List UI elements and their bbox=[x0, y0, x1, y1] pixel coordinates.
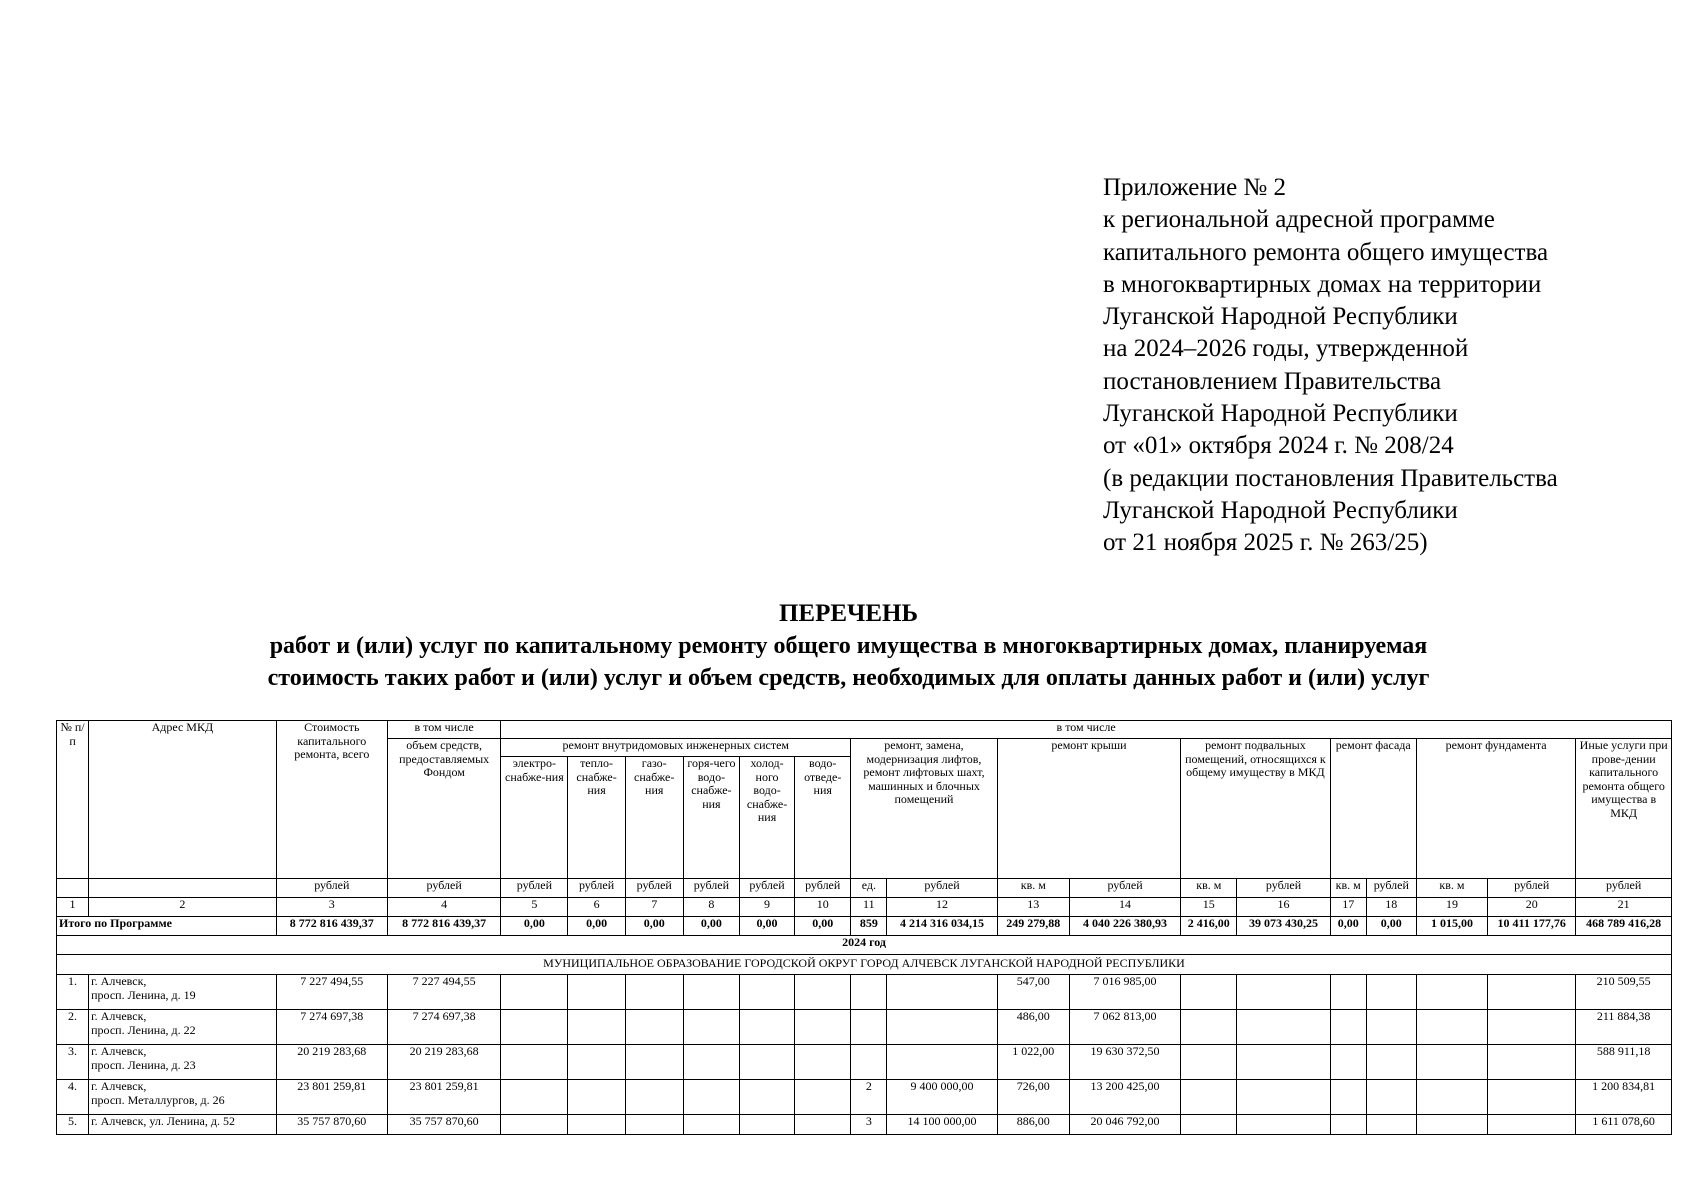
row-number: 4. bbox=[57, 1080, 89, 1115]
col-number: 14 bbox=[1069, 898, 1180, 917]
appendix-line: Луганской Народной Республики bbox=[1103, 496, 1458, 524]
row-cost: 20 219 283,68 bbox=[276, 1045, 387, 1080]
unit-cell: рублей bbox=[795, 879, 851, 898]
empty-cell bbox=[568, 975, 625, 1010]
empty-cell bbox=[683, 1045, 739, 1080]
municipality-label: МУНИЦИПАЛЬНОЕ ОБРАЗОВАНИЕ ГОРОДСКОЙ ОКРУГ ГОРОД АЛЧЕВСК ЛУГАНСКОЙ НАРОДНОЙ РЕСПУБЛИКИ bbox=[57, 955, 1672, 975]
row-address bbox=[89, 1010, 277, 1045]
row-roof-area: 1 022,00 bbox=[997, 1045, 1069, 1080]
unit-cell: кв. м bbox=[1330, 879, 1366, 898]
header-address: Адрес МКД bbox=[89, 721, 277, 879]
empty-cell bbox=[795, 1115, 851, 1135]
empty-cell bbox=[1237, 1045, 1330, 1080]
row-other-cost: 1 611 078,60 bbox=[1576, 1115, 1672, 1135]
row-fund: 7 274 697,38 bbox=[387, 1010, 500, 1045]
empty-cell bbox=[1416, 1115, 1487, 1135]
address-line2: просп. Ленина, д. 22 bbox=[91, 1022, 196, 1037]
row-cost: 23 801 259,81 bbox=[276, 1080, 387, 1115]
row-roof-cost: 7 062 813,00 bbox=[1069, 1010, 1180, 1045]
header-facade: ремонт фасада bbox=[1330, 739, 1416, 879]
row-roof-cost: 7 016 985,00 bbox=[1069, 975, 1180, 1010]
table-body bbox=[57, 975, 1672, 1135]
empty-cell bbox=[1366, 1080, 1416, 1115]
row-lift-cost bbox=[887, 1045, 997, 1080]
col-number: 9 bbox=[739, 898, 794, 917]
col-number: 2 bbox=[89, 898, 277, 917]
row-other-cost: 211 884,38 bbox=[1576, 1010, 1672, 1045]
unit-cell: кв. м bbox=[1181, 879, 1237, 898]
empty-cell bbox=[625, 1010, 683, 1045]
col-number: 17 bbox=[1330, 898, 1366, 917]
appendix-line: от «01» октября 2024 г. № 208/24 bbox=[1103, 432, 1454, 460]
empty-cell bbox=[683, 975, 739, 1010]
total-value: 0,00 bbox=[501, 917, 568, 936]
col-number: 6 bbox=[568, 898, 625, 917]
address-line1: г. Алчевск, bbox=[91, 1009, 147, 1023]
table-row bbox=[57, 1010, 1672, 1045]
total-value: 0,00 bbox=[683, 917, 739, 936]
unit-cell: рублей bbox=[625, 879, 683, 898]
row-roof-cost: 20 046 792,00 bbox=[1069, 1115, 1180, 1135]
header-heat: тепло-снабже-ния bbox=[568, 757, 625, 879]
address-line1: г. Алчевск, ул. Ленина, д. 52 bbox=[91, 1114, 235, 1128]
col-number: 20 bbox=[1488, 898, 1576, 917]
empty-cell bbox=[795, 1080, 851, 1115]
row-fund: 20 219 283,68 bbox=[387, 1045, 500, 1080]
empty-cell bbox=[795, 1045, 851, 1080]
appendix-line: на 2024–2026 годы, утвержденной bbox=[1103, 335, 1469, 363]
empty-cell bbox=[1366, 1115, 1416, 1135]
appendix-line: постановлением Правительства bbox=[1103, 367, 1442, 395]
unit-cell: рублей bbox=[1237, 879, 1330, 898]
header-other: Иные услуги при прове-дении капитального ремонта общего имущества в МКД bbox=[1576, 739, 1672, 879]
table-row bbox=[57, 1045, 1672, 1080]
total-value: 4 214 316 034,15 bbox=[887, 917, 997, 936]
empty-cell bbox=[1181, 1045, 1237, 1080]
header-hotwater: горя-чего водо-снабже-ния bbox=[683, 757, 739, 879]
total-value: 8 772 816 439,37 bbox=[387, 917, 500, 936]
header-num: № п/п bbox=[57, 721, 89, 879]
address-line2: просп. Ленина, д. 19 bbox=[91, 987, 196, 1002]
total-value: 0,00 bbox=[739, 917, 794, 936]
header-lifts: ремонт, замена, модернизация лифтов, ремонт лифтовых шахт, машинных и блочных помещений bbox=[851, 739, 997, 879]
empty-cell bbox=[1330, 1045, 1366, 1080]
unit-cell: рублей bbox=[887, 879, 997, 898]
empty-cell bbox=[1237, 1010, 1330, 1045]
unit-cell: кв. м bbox=[1416, 879, 1487, 898]
empty-cell bbox=[1237, 1080, 1330, 1115]
row-fund: 7 227 494,55 bbox=[387, 975, 500, 1010]
row-lift-cost: 9 400 000,00 bbox=[887, 1080, 997, 1115]
row-address bbox=[89, 1045, 277, 1080]
empty-cell bbox=[1488, 1080, 1576, 1115]
works-table bbox=[56, 720, 1672, 1135]
row-number: 3. bbox=[57, 1045, 89, 1080]
row-roof-cost: 19 630 372,50 bbox=[1069, 1045, 1180, 1080]
document-title: ПЕРЕЧЕНЬ bbox=[778, 600, 919, 627]
empty-cell bbox=[683, 1115, 739, 1135]
empty-cell bbox=[683, 1010, 739, 1045]
row-other-cost: 1 200 834,81 bbox=[1576, 1080, 1672, 1115]
empty-cell bbox=[1416, 1010, 1487, 1045]
empty-cell bbox=[1488, 1045, 1576, 1080]
col-number: 10 bbox=[795, 898, 851, 917]
header-incl1: в том числе bbox=[387, 721, 500, 739]
total-value: 0,00 bbox=[1330, 917, 1366, 936]
empty-cell bbox=[625, 1115, 683, 1135]
empty-cell bbox=[1366, 1045, 1416, 1080]
total-value: 10 411 177,76 bbox=[1488, 917, 1576, 936]
empty-cell bbox=[795, 1010, 851, 1045]
unit-cell: кв. м bbox=[997, 879, 1069, 898]
total-value: 4 040 226 380,93 bbox=[1069, 917, 1180, 936]
header-electro: электро-снабже-ния bbox=[501, 757, 568, 879]
document-heading bbox=[0, 598, 1697, 694]
unit-cell: рублей bbox=[1488, 879, 1576, 898]
appendix-line: Луганской Народной Республики bbox=[1103, 400, 1458, 428]
row-cost: 7 227 494,55 bbox=[276, 975, 387, 1010]
empty-cell bbox=[795, 975, 851, 1010]
empty-cell bbox=[625, 975, 683, 1010]
row-address bbox=[89, 1080, 277, 1115]
total-value: 0,00 bbox=[795, 917, 851, 936]
row-lift-units bbox=[851, 975, 887, 1010]
total-value: 2 416,00 bbox=[1181, 917, 1237, 936]
total-value: 859 bbox=[851, 917, 887, 936]
row-fund: 23 801 259,81 bbox=[387, 1080, 500, 1115]
empty-cell bbox=[625, 1045, 683, 1080]
appendix-line: (в редакции постановления Правительства bbox=[1103, 464, 1558, 492]
row-lift-units bbox=[851, 1010, 887, 1045]
year-label: 2024 год bbox=[57, 936, 1672, 955]
empty-cell bbox=[1237, 1115, 1330, 1135]
total-value: 39 073 430,25 bbox=[1237, 917, 1330, 936]
units-blank bbox=[57, 879, 89, 898]
header-sewer: водо-отведе-ния bbox=[795, 757, 851, 879]
empty-cell bbox=[568, 1010, 625, 1045]
row-address bbox=[89, 975, 277, 1010]
empty-cell bbox=[1181, 1080, 1237, 1115]
row-lift-units bbox=[851, 1045, 887, 1080]
col-number: 11 bbox=[851, 898, 887, 917]
unit-cell: рублей bbox=[276, 879, 387, 898]
total-value: 0,00 bbox=[1366, 917, 1416, 936]
empty-cell bbox=[501, 1115, 568, 1135]
col-number: 13 bbox=[997, 898, 1069, 917]
row-other-cost: 210 509,55 bbox=[1576, 975, 1672, 1010]
total-value: 0,00 bbox=[625, 917, 683, 936]
empty-cell bbox=[1330, 1080, 1366, 1115]
appendix-line: к региональной адресной программе bbox=[1103, 206, 1495, 234]
header-coldwater: холод-ного водо-снабже-ния bbox=[739, 757, 794, 879]
col-number: 8 bbox=[683, 898, 739, 917]
total-value: 8 772 816 439,37 bbox=[276, 917, 387, 936]
col-number: 12 bbox=[887, 898, 997, 917]
row-fund: 35 757 870,60 bbox=[387, 1115, 500, 1135]
col-number: 5 bbox=[501, 898, 568, 917]
row-number: 2. bbox=[57, 1010, 89, 1045]
empty-cell bbox=[1181, 1010, 1237, 1045]
total-value: 249 279,88 bbox=[997, 917, 1069, 936]
address-line2: просп. Металлургов, д. 26 bbox=[91, 1092, 225, 1107]
col-number: 1 bbox=[57, 898, 89, 917]
empty-cell bbox=[739, 975, 794, 1010]
row-other-cost: 588 911,18 bbox=[1576, 1045, 1672, 1080]
empty-cell bbox=[739, 1010, 794, 1045]
unit-cell: рублей bbox=[1069, 879, 1180, 898]
row-lift-cost bbox=[887, 1010, 997, 1045]
row-number: 5. bbox=[57, 1115, 89, 1135]
col-number: 19 bbox=[1416, 898, 1487, 917]
empty-cell bbox=[739, 1080, 794, 1115]
header-gas: газо-снабже-ния bbox=[625, 757, 683, 879]
appendix-block bbox=[1103, 172, 1558, 560]
empty-cell bbox=[1416, 1080, 1487, 1115]
total-value: 468 789 416,28 bbox=[1576, 917, 1672, 936]
col-number: 21 bbox=[1576, 898, 1672, 917]
units-blank bbox=[89, 879, 277, 898]
row-number: 1. bbox=[57, 975, 89, 1010]
empty-cell bbox=[1330, 1115, 1366, 1135]
row-roof-area: 486,00 bbox=[997, 1010, 1069, 1045]
appendix-line: в многоквартирных домах на территории bbox=[1103, 270, 1542, 298]
empty-cell bbox=[1330, 975, 1366, 1010]
empty-cell bbox=[1416, 1045, 1487, 1080]
row-cost: 7 274 697,38 bbox=[276, 1010, 387, 1045]
header-roof: ремонт крыши bbox=[997, 739, 1181, 879]
empty-cell bbox=[1416, 975, 1487, 1010]
row-roof-area: 886,00 bbox=[997, 1115, 1069, 1135]
empty-cell bbox=[1181, 1115, 1237, 1135]
table-row bbox=[57, 1115, 1672, 1135]
empty-cell bbox=[1488, 1010, 1576, 1045]
appendix-line: Луганской Народной Республики bbox=[1103, 303, 1458, 331]
row-roof-cost: 13 200 425,00 bbox=[1069, 1080, 1180, 1115]
row-lift-cost: 14 100 000,00 bbox=[887, 1115, 997, 1135]
header-incl2: в том числе bbox=[501, 721, 1672, 739]
table-row bbox=[57, 1080, 1672, 1115]
address-line1: г. Алчевск, bbox=[91, 974, 147, 988]
empty-cell bbox=[1366, 975, 1416, 1010]
unit-cell: рублей bbox=[1576, 879, 1672, 898]
address-line1: г. Алчевск, bbox=[91, 1079, 147, 1093]
unit-cell: рублей bbox=[739, 879, 794, 898]
header-fund: объем средств, предоставляемых Фондом bbox=[387, 739, 500, 879]
total-value: 0,00 bbox=[568, 917, 625, 936]
row-lift-cost bbox=[887, 975, 997, 1010]
address-line1: г. Алчевск, bbox=[91, 1044, 147, 1058]
unit-cell: рублей bbox=[568, 879, 625, 898]
col-number: 18 bbox=[1366, 898, 1416, 917]
row-lift-units: 2 bbox=[851, 1080, 887, 1115]
appendix-line: от 21 ноября 2025 г. № 263/25) bbox=[1103, 529, 1428, 557]
empty-cell bbox=[739, 1045, 794, 1080]
empty-cell bbox=[568, 1045, 625, 1080]
unit-cell: ед. bbox=[851, 879, 887, 898]
empty-cell bbox=[1330, 1010, 1366, 1045]
total-label: Итого по Программе bbox=[57, 917, 277, 936]
empty-cell bbox=[501, 975, 568, 1010]
row-roof-area: 726,00 bbox=[997, 1080, 1069, 1115]
unit-cell: рублей bbox=[501, 879, 568, 898]
empty-cell bbox=[501, 1080, 568, 1115]
col-number: 4 bbox=[387, 898, 500, 917]
row-roof-area: 547,00 bbox=[997, 975, 1069, 1010]
appendix-line: капитального ремонта общего имущества bbox=[1103, 238, 1549, 266]
row-cost: 35 757 870,60 bbox=[276, 1115, 387, 1135]
header-cost: Стоимость капитального ремонта, всего bbox=[276, 721, 387, 879]
row-address bbox=[89, 1115, 277, 1135]
empty-cell bbox=[1488, 1115, 1576, 1135]
unit-cell: рублей bbox=[683, 879, 739, 898]
table-row bbox=[57, 975, 1672, 1010]
empty-cell bbox=[568, 1080, 625, 1115]
header-basement: ремонт подвальных помещений, относящихся к общему имуществу в МКД bbox=[1181, 739, 1330, 879]
unit-cell: рублей bbox=[1366, 879, 1416, 898]
col-number: 3 bbox=[276, 898, 387, 917]
header-foundation: ремонт фундамента bbox=[1416, 739, 1575, 879]
empty-cell bbox=[501, 1045, 568, 1080]
empty-cell bbox=[739, 1115, 794, 1135]
unit-cell: рублей bbox=[387, 879, 500, 898]
empty-cell bbox=[1488, 975, 1576, 1010]
header-engineering: ремонт внутридомовых инженерных систем bbox=[501, 739, 851, 757]
empty-cell bbox=[568, 1115, 625, 1135]
col-number: 15 bbox=[1181, 898, 1237, 917]
address-line2: просп. Ленина, д. 23 bbox=[91, 1057, 196, 1072]
document-subtitle-line1: работ и (или) услуг по капитальному ремонту общего имущества в многоквартирных домах, планируемая bbox=[269, 633, 1428, 659]
col-number: 7 bbox=[625, 898, 683, 917]
empty-cell bbox=[625, 1080, 683, 1115]
col-number: 16 bbox=[1237, 898, 1330, 917]
total-value: 1 015,00 bbox=[1416, 917, 1487, 936]
row-lift-units: 3 bbox=[851, 1115, 887, 1135]
appendix-line: Приложение № 2 bbox=[1103, 174, 1287, 201]
empty-cell bbox=[501, 1010, 568, 1045]
empty-cell bbox=[683, 1080, 739, 1115]
empty-cell bbox=[1237, 975, 1330, 1010]
empty-cell bbox=[1181, 975, 1237, 1010]
empty-cell bbox=[1366, 1010, 1416, 1045]
document-subtitle-line2: стоимость таких работ и (или) услуг и объем средств, необходимых для оплаты данных работ и (или) услуг bbox=[267, 665, 1430, 691]
